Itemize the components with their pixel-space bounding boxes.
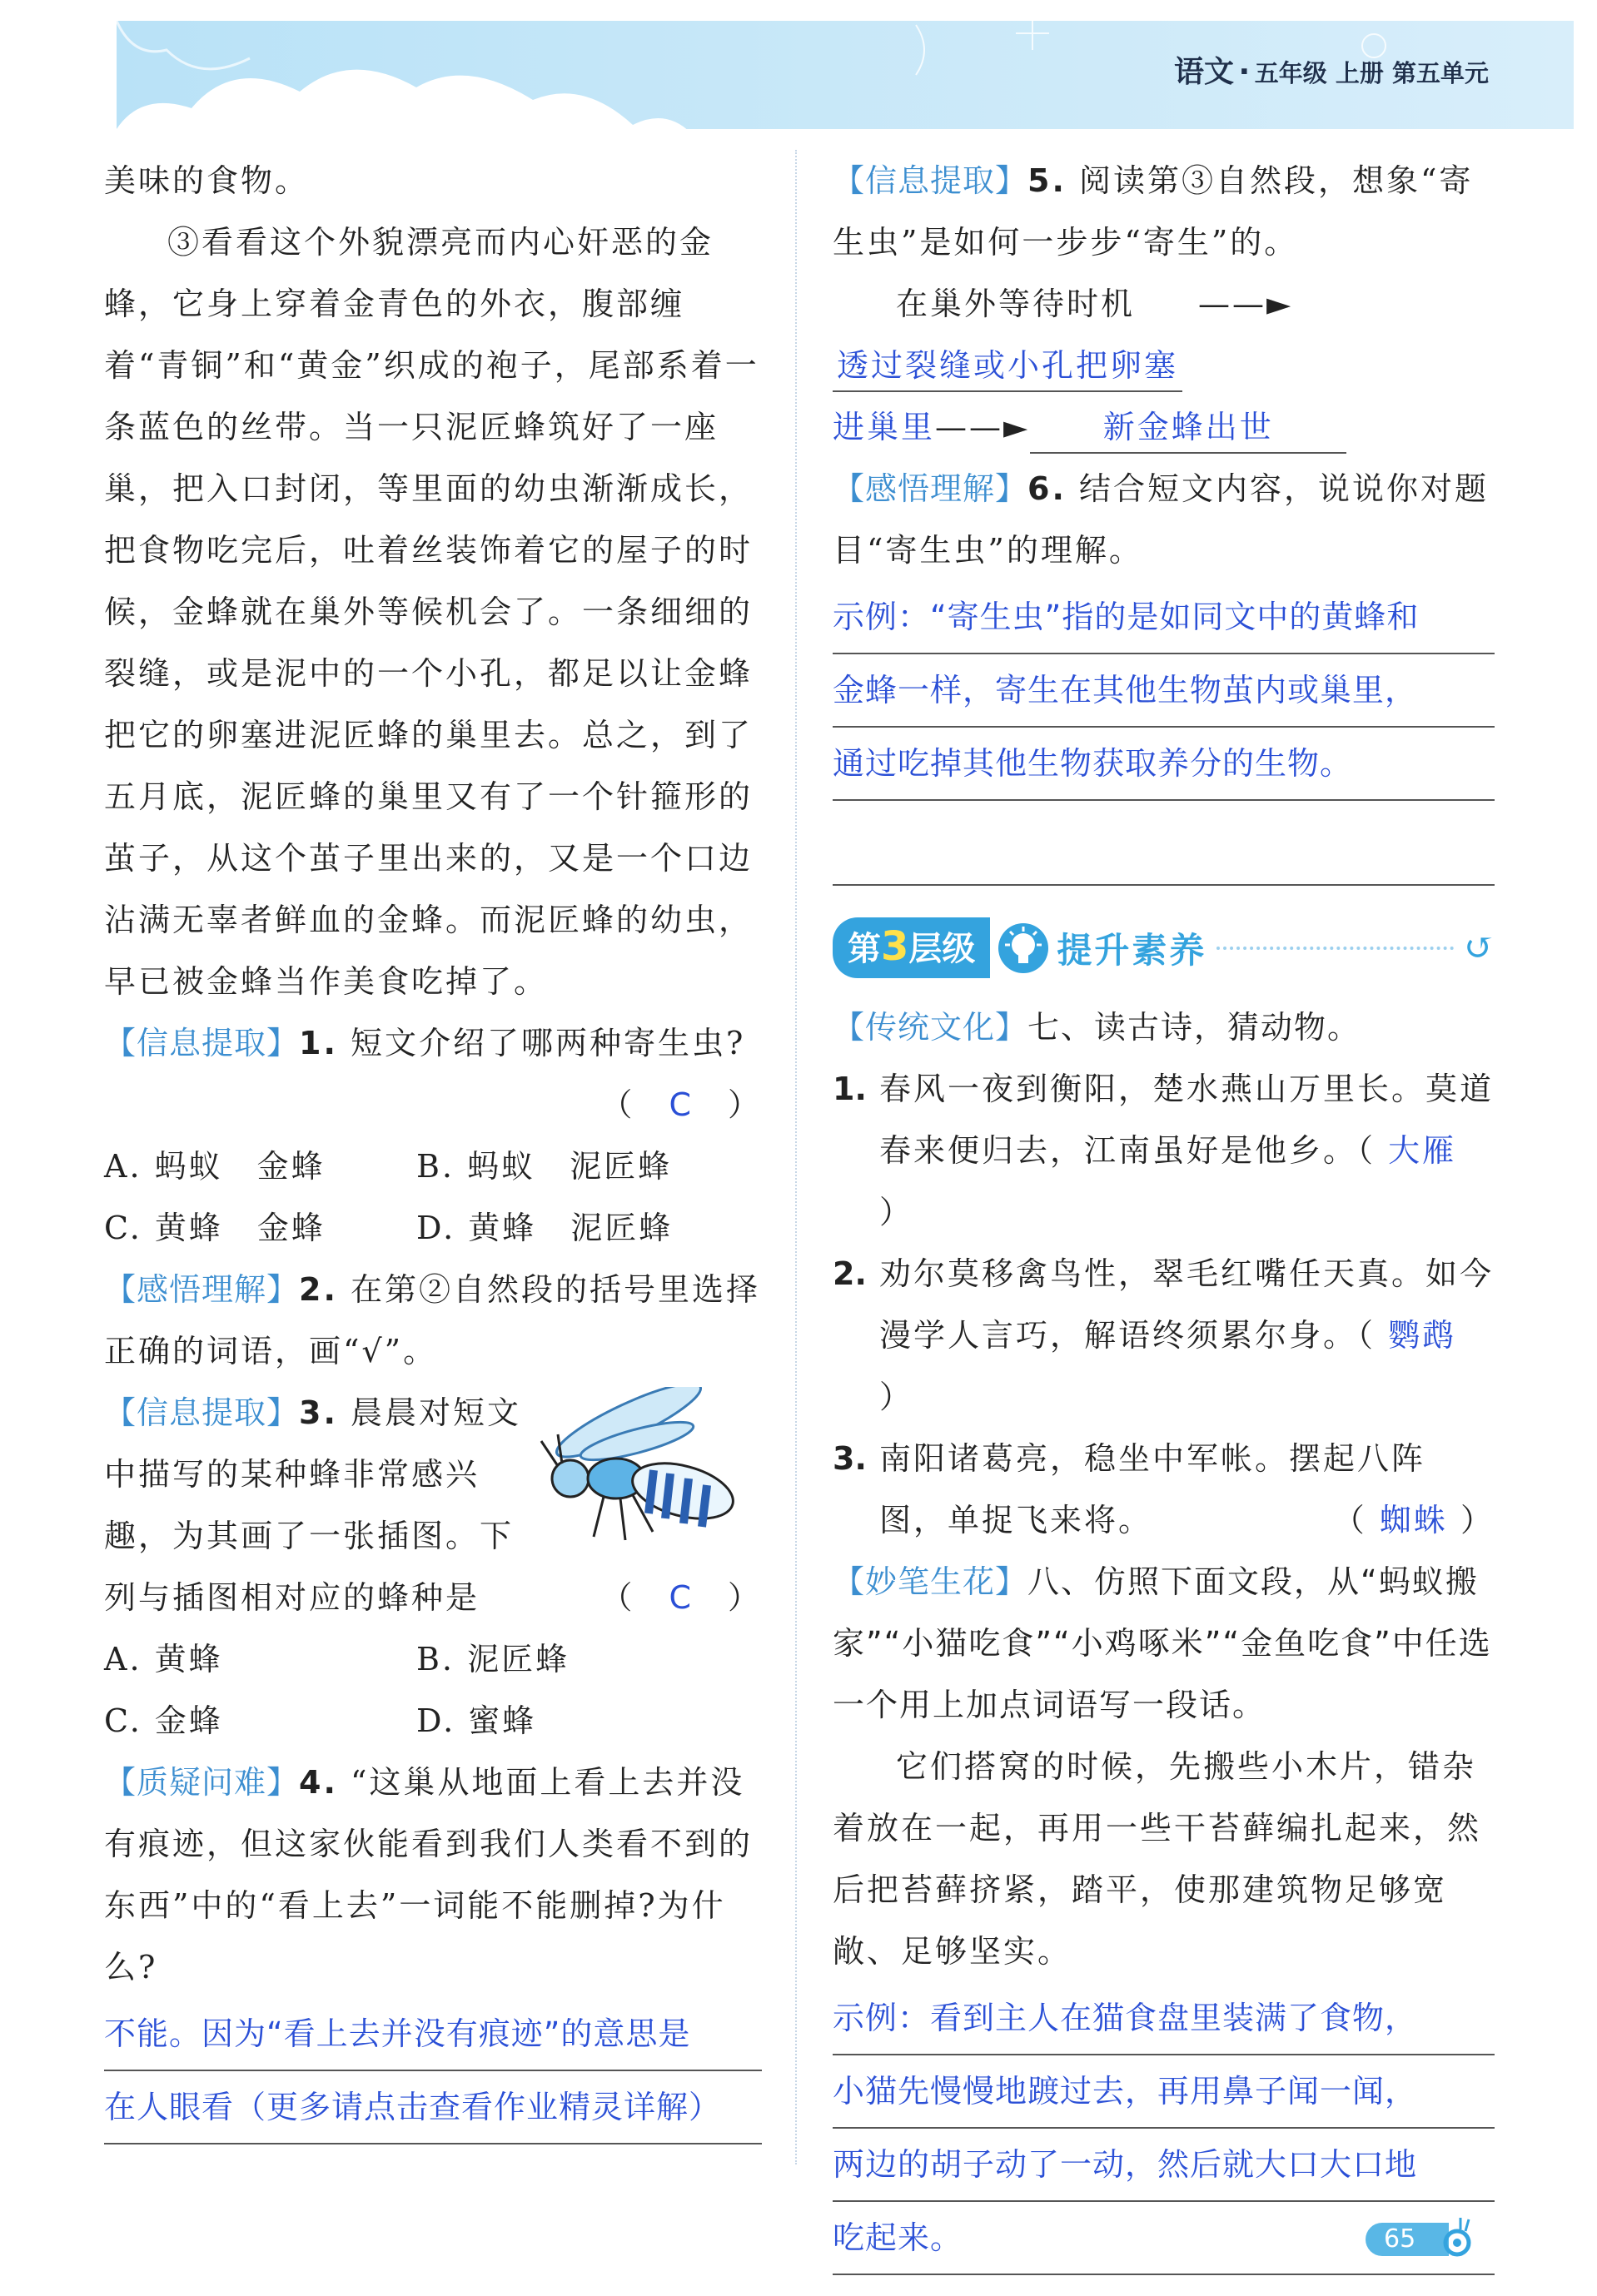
q7-tag: 【传统文化】 [833,1009,1028,1046]
q7-item-2-line-2: 漫学人言巧，解语终须累尔身。 [879,1317,1358,1354]
q2-tag: 【感悟理解】 [104,1271,300,1308]
section-header-level-3 [833,917,1495,978]
q7-item-2-answer: 鹦鹉 [1388,1317,1457,1354]
q4-answer-line-1: 不能。因为“看上去并没有痕迹”的意思是 [104,1998,762,2071]
level-prefix: 第 [848,930,881,968]
q1-answer-bracket: （ C ） [600,1086,762,1123]
q7-item-1-line-2-wrap: 春来便归去，江南虽好是他乡。（ 大雁 ） [879,1132,1457,1230]
subject-label: 语文 [1173,55,1234,89]
q1-answer: C [669,1086,694,1123]
section-level-badge [833,917,990,978]
q6-number: 6. [1027,470,1067,507]
q5-number: 5. [1027,162,1067,199]
q7-title: 七、读古诗，猜动物。 [1027,1009,1361,1046]
page-number-text: 65 [1384,2224,1416,2254]
q7-item-1-answer: 大雁 [1388,1132,1457,1169]
question-8 [833,1551,1495,2275]
q3-answer: C [669,1579,694,1616]
header-title [1174,48,1489,91]
q5-text: 阅读第③自然段，想象“寄生虫”是如何一步步“寄生”的。 [833,162,1474,261]
q5-fill-1: 透过裂缝或小孔把卵塞 [833,340,1182,392]
q1-option-b[interactable]: B. 蚂蚁 泥匠蜂 [416,1148,673,1185]
lightbulb-icon [997,922,1050,975]
question-3: 【信息提取】3. 晨晨对短文中描写的某种蜂非常感兴趣，为其画了一张插图。下列与插图相对应的蜂种是 （ C ） A. 黄蜂 B. 泥匠蜂 C. 金蜂 D. 蜜蜂 [104,1382,762,1752]
q5-chain-line-2 [833,396,1495,458]
level-suffix: 层级 [908,930,976,968]
q3-tag: 【信息提取】 [104,1394,300,1431]
wasp-illustration [537,1387,762,1553]
q7-item-1-line-1: 春风一夜到衡阳，楚水燕山万里长。莫道 [879,1071,1495,1107]
question-6 [833,458,1495,886]
q7-item-3-line-2: 图，单捉飞来将。 [879,1502,1153,1538]
q6-answer-line-3: 通过吃掉其他生物获取养分的生物。 [833,728,1495,801]
q1-option-a[interactable]: A. 蚂蚁 金蜂 [104,1148,326,1185]
q7-item-1 [833,1058,1495,1243]
q6-answer-line-1: 示例：“寄生虫”指的是如同文中的黄蜂和 [833,581,1495,654]
q3-options [104,1628,762,1752]
q4-tag: 【质疑问难】 [104,1764,300,1801]
q8-answer-line-3: 两边的胡子动了一动，然后就大口大口地 [833,2129,1495,2202]
q7-item-2-line-2-wrap: 漫学人言巧，解语终须累尔身。（ 鹦鹉 ） [879,1317,1457,1415]
q7-item-3-line-2-wrap: 图，单捉飞来将。 （ 蜘蛛 ） [879,1502,1495,1538]
q3-option-a[interactable]: A. 黄蜂 [104,1641,223,1677]
page-header [0,0,1597,146]
q3-number: 3. [299,1394,338,1431]
snail-icon: ↺ [1464,927,1495,969]
q5-arrow-2: ——► [935,409,1031,445]
q1-number: 1. [299,1025,338,1061]
header-dot: · [1238,55,1251,89]
q7-item-2-line-1: 劝尔莫移禽鸟性，翠毛红嘴任天真。如今 [879,1255,1495,1292]
q1-options [104,1136,762,1259]
grade-info: 五年级 上册 第五单元 [1254,59,1489,87]
q2-text: 在第②自然段的括号里选择正确的词语，画“√”。 [104,1271,761,1369]
passage-paragraph-3: ③看看这个外貌漂亮而内心奸恶的金蜂，它身上穿着金青色的外衣，腹部缠着“青铜”和“黄金”织成的袍子，尾部系着一条蓝色的丝带。当一只泥匠蜂筑好了一座巢，把入口封闭，等里面的幼虫渐渐成长，把食物吃完后，吐着丝装饰着它的屋子的时候，金蜂就在巢外等候机会了。一条细细的裂缝，或是泥中的一个小孔，都足以让金蜂把它的卵塞进泥匠蜂的巢里去。总之，到了五月底，泥匠蜂的巢里又有了一个针箍形的茧子，从这个茧子里出来的，又是一个口边沾满无辜者鲜血的金蜂。而泥匠蜂的幼虫，早已被金蜂当作美食吃掉了。 [104,224,759,1000]
q8-answer-line-2: 小猫先慢慢地踱过去，再用鼻子闻一闻， [833,2055,1495,2129]
q1-text: 短文介绍了哪两种寄生虫? [351,1025,746,1061]
q7-item-2-number: 2. [833,1255,867,1292]
q7-item-1-number: 1. [833,1071,867,1107]
question-1 [104,1012,762,1259]
q8-answer-line-1: 示例：看到主人在猫食盘里装满了食物， [833,1982,1495,2055]
q1-tag: 【信息提取】 [104,1025,300,1061]
section-dots [1216,947,1454,950]
q3-option-c[interactable]: C. 金蜂 [104,1702,223,1739]
q8-sample-paragraph: 它们搭窝的时候，先搬些小木片，错杂着放在一起，再用一些干苔藓编扎起来，然后把苔藓挤紧，踏平，使那建筑物足够宽敞、足够坚实。 [833,1748,1482,1970]
q4-text: “这巢从地面上看上去并没有痕迹，但这家伙能看到我们人类看不到的东西”中的“看上去”一词能不能删掉?为什么? [104,1764,754,1985]
level-number: 3 [881,923,909,970]
page-number [1366,2216,1465,2261]
q6-answer-line-2: 金蜂一样，寄生在其他生物茧内或巢里， [833,654,1495,728]
q3-option-b[interactable]: B. 泥匠蜂 [416,1641,570,1677]
q5-fill-2: 新金蜂出世 [1030,402,1346,454]
q7-item-3 [833,1428,1495,1551]
q6-tag: 【感悟理解】 [833,470,1028,507]
q6-answer-line-4[interactable] [833,801,1495,886]
section-title: 提升素养 [1057,929,1207,971]
q5-arrow-1: ——► [1198,286,1294,322]
q6-text: 结合短文内容，说说你对题目“寄生虫”的理解。 [833,470,1490,569]
q7-item-1-line-2: 春来便归去，江南虽好是他乡。 [879,1132,1358,1169]
q7-item-3-line-1: 南阳诸葛亮，稳坐中军帐。摆起八阵 [879,1440,1426,1477]
question-5 [833,150,1495,458]
question-4 [104,1752,762,2144]
passage-line-end: 美味的食物。 [104,162,310,199]
q4-answer-line-2[interactable]: 在人眼看（更多请点击查看作业精灵详解） [104,2071,762,2144]
q4-number: 4. [299,1764,338,1801]
q3-text: 晨晨对短文中描写的某种蜂非常感兴趣，为其画了一张插图。下列与插图相对应的蜂种是 [104,1394,522,1616]
q8-tag: 【妙笔生花】 [833,1563,1028,1600]
q7-item-3-answer: 蜘蛛 [1379,1502,1448,1538]
right-column [833,150,1495,2275]
q3-option-d[interactable]: D. 蜜蜂 [416,1702,537,1739]
column-divider [795,150,797,2164]
q7-item-2 [833,1243,1495,1428]
q8-answer-line-4[interactable]: 吃起来。 [833,2202,1495,2275]
left-column [104,150,762,2144]
question-7 [833,996,1495,1551]
q8-title: 八、仿照下面文段，从“蚂蚁搬家”“小猫吃食”“小鸡啄米”“金鱼吃食”中任选一个用上加点词语写一段话。 [833,1563,1492,1723]
question-2 [104,1259,762,1382]
q7-item-3-number: 3. [833,1440,867,1477]
q1-option-d[interactable]: D. 黄蜂 泥匠蜂 [416,1210,674,1246]
q5-tag: 【信息提取】 [833,162,1028,199]
q5-chain-start: 在巢外等待时机 [896,286,1136,322]
q5-chain-line-1 [833,273,1495,396]
q1-option-c[interactable]: C. 黄蜂 金蜂 [104,1210,326,1246]
q5-fill-1-cont: 进巢里 [833,409,936,445]
q2-number: 2. [299,1271,338,1308]
snail-icon-footer [1442,2216,1472,2261]
